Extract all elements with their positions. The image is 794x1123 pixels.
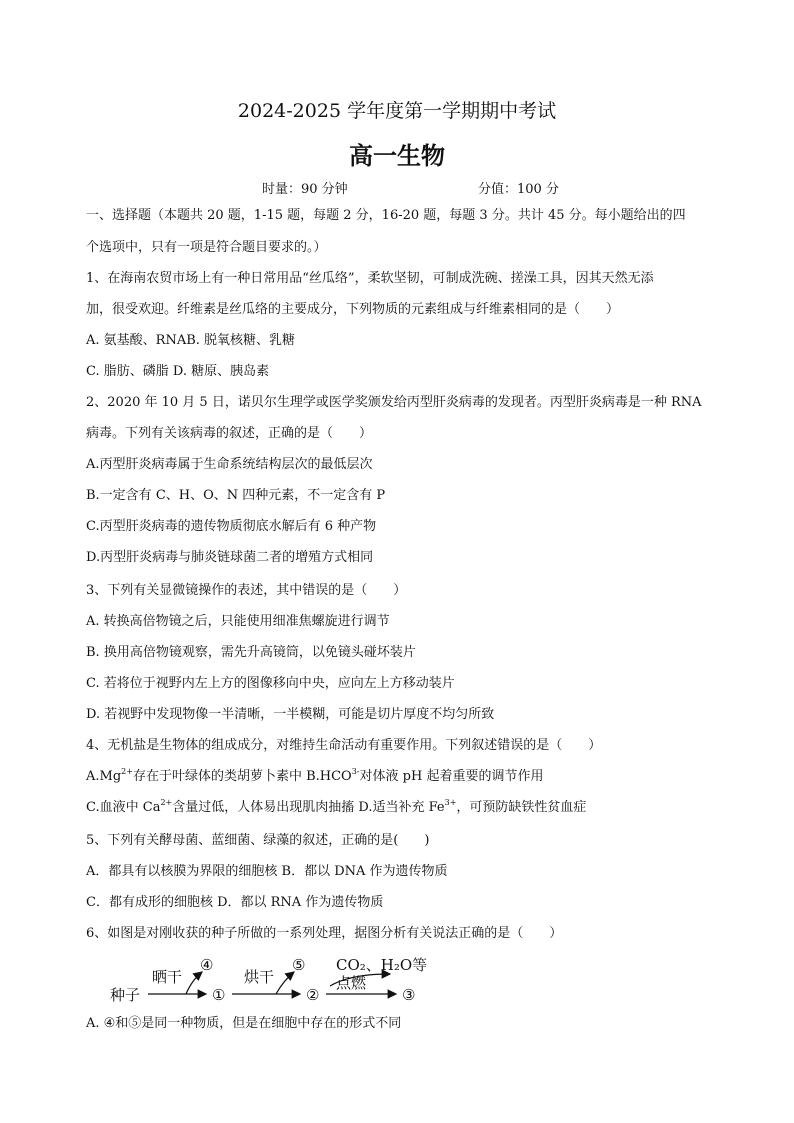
q1-stem-line1: 1、在海南农贸市场上有一种日常用品“丝瓜络”，柔软坚韧，可制成洗碗、搓澡工具，因其天然无添: [86, 271, 654, 286]
diagram-n2-label: ②: [306, 986, 320, 1004]
q5-options-cd: C．都有成形的细胞核 D．都以 RNA 作为遗传物质: [86, 895, 384, 910]
diagram-burn-label: 点燃: [336, 974, 367, 992]
q4-option-c-pre: C.血液中 Ca: [86, 800, 161, 815]
q3-option-c: C. 若将位于视野内左上方的图像移向中央，应向左上方移动装片: [86, 676, 455, 691]
q5-stem: 5、下列有关酵母菌、蓝细菌、绿藻的叙述，正确的是( ): [86, 833, 430, 848]
q4-option-a-pre: A.Mg: [86, 769, 122, 784]
diagram-branch-arrow-5: [276, 972, 294, 994]
q1-stem-line2: 加，很受欢迎。纤维素是丝瓜络的主要成分，下列物质的元素组成与纤维素相同的是（ ）: [86, 302, 620, 317]
q4-options-cd: [86, 800, 586, 816]
q6-option-a: A. ④和⑤是同一种物质，但是在细胞中存在的形式不同: [86, 1016, 402, 1031]
q4-option-c-sup: 2+: [160, 798, 173, 807]
q6-stem: 6、如图是对刚收获的种子所做的一系列处理，据图分析有关说法正确的是（ ）: [86, 926, 563, 941]
q3-stem: 3、下列有关显微镜操作的表述，其中错误的是（ ）: [86, 583, 407, 598]
q2-option-d: D.丙型肝炎病毒与肺炎链球菌二者的增殖方式相同: [86, 550, 374, 565]
diagram-n3-label: ③: [402, 986, 416, 1004]
q2-stem-line2: 病毒。下列有关该病毒的叙述，正确的是（ ）: [86, 426, 373, 441]
diagram-branch-arrow-4: [186, 972, 202, 994]
q3-option-b: B. 换用高倍物镜观察，需先升高镜筒，以免镜头碰坏装片: [86, 645, 416, 660]
q1-options-cd: C. 脂肪、磷脂 D. 糖原、胰岛素: [86, 364, 270, 379]
q2-stem-line1: 2、2020 年 10 月 5 日，诺贝尔生理学或医学奖颁发给丙型肝炎病毒的发现者。丙型肝炎病毒是一种 RNA: [86, 395, 702, 410]
diagram-n5-label: ⑤: [292, 956, 306, 974]
q4-option-b-sup: 3-: [351, 767, 360, 776]
exam-time: 时量：90 分钟: [262, 182, 348, 197]
q4-option-a-post: 存在于叶绿体的类胡萝卜素中 B.HCO: [132, 769, 352, 784]
diagram-products-label: CO₂、H₂O等: [336, 956, 428, 974]
diagram-dry2-label: 烘干: [244, 968, 275, 986]
q3-option-d: D. 若视野中发现物像一半清晰，一半模糊，可能是切片厚度不均匀所致: [86, 707, 495, 722]
q2-option-a: A.丙型肝炎病毒属于生命系统结构层次的最低层次: [86, 457, 373, 472]
q4-option-c-post: 含量过低，人体易出现肌肉抽搐 D.适当补充 Fe: [172, 800, 445, 815]
q2-option-b: B.一定含有 C、H、O、N 四种元素，不一定含有 P: [86, 488, 386, 503]
q1-options-ab: A. 氨基酸、RNAB. 脱氧核糖、乳糖: [86, 333, 296, 348]
q2-option-c: C.丙型肝炎病毒的遗传物质彻底水解后有 6 种产物: [86, 519, 377, 534]
diagram-n1-label: ①: [212, 986, 226, 1004]
seed-processing-diagram: [100, 950, 460, 1010]
q4-option-d-post: ，可预防缺铁性贫血症: [456, 800, 587, 815]
q4-option-a-sup: 2+: [121, 767, 133, 776]
q4-option-b-post: 对体液 pH 起着重要的调节作用: [359, 769, 544, 784]
q4-options-ab: [86, 769, 543, 785]
section-instructions-line2: 个选项中，只有一项是符合题目要求的。）: [86, 240, 327, 255]
section-instructions-line1: 一、选择题（本题共 20 题，1-15 题，每题 2 分，16-20 题，每题 3 分。共计 45 分。每小题给出的四: [86, 208, 686, 223]
diagram-dry1-label: 晒干: [152, 968, 183, 986]
q4-option-d-sup: 3+: [444, 798, 457, 807]
q5-options-ab: A．都具有以核膜为界限的细胞核 B．都以 DNA 作为遗传物质: [86, 864, 448, 879]
q3-option-a: A. 转换高倍物镜之后，只能使用细准焦螺旋进行调节: [86, 614, 390, 629]
diagram-n4-label: ④: [200, 956, 214, 974]
exam-subject: 高一生物: [349, 142, 445, 170]
diagram-seed-label: 种子: [110, 986, 141, 1004]
q4-stem: 4、无机盐是生物体的组成成分，对维持生命活动有重要作用。下列叙述错误的是（ ）: [86, 738, 602, 753]
exam-score: 分值：100 分: [478, 182, 559, 197]
exam-title: 2024-2025 学年度第一学期期中考试: [237, 100, 557, 122]
